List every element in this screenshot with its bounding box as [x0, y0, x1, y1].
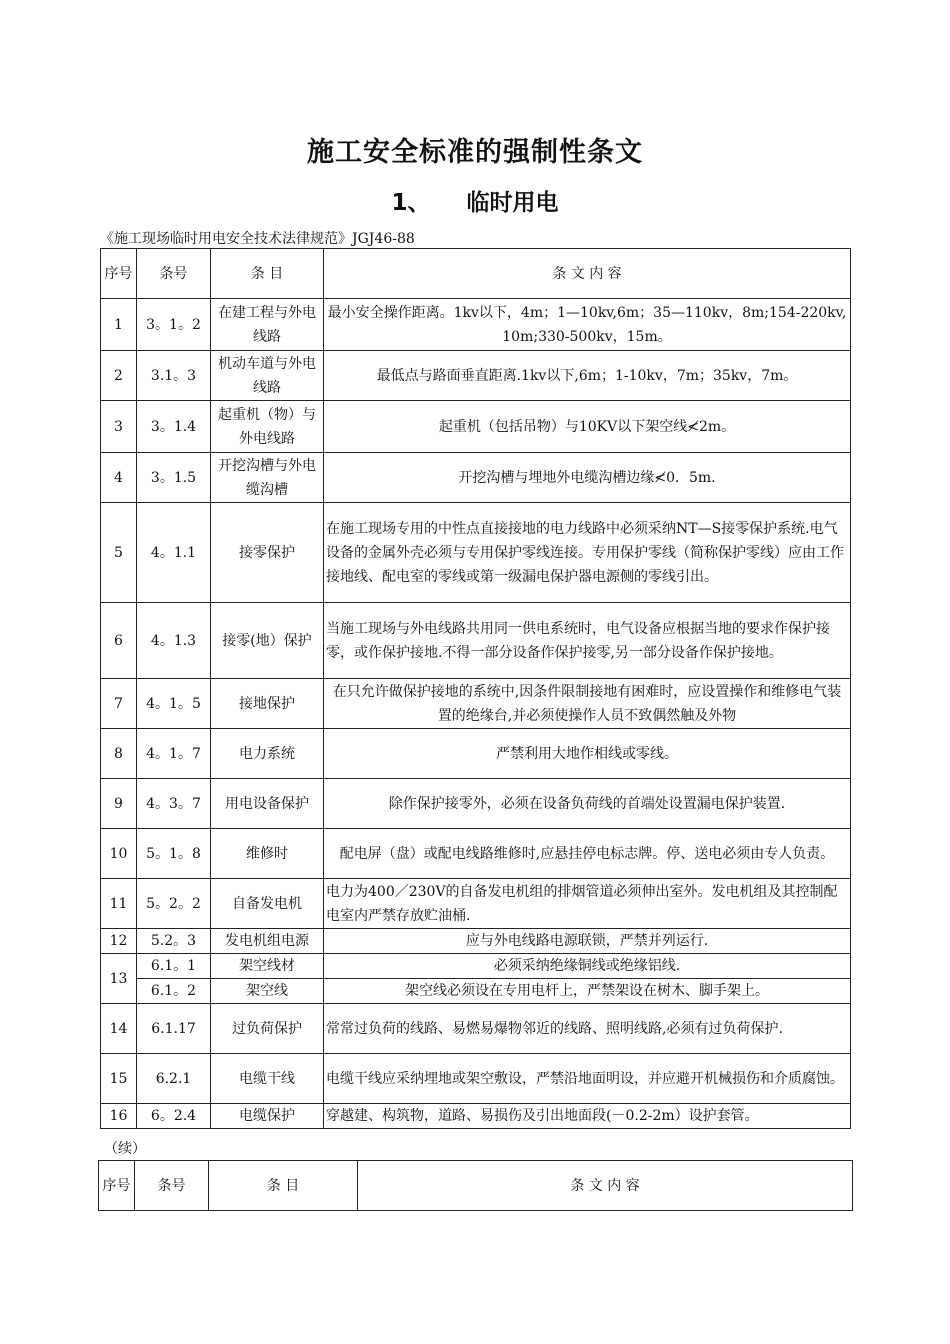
row-content: 严禁利用大地作相线或零线。: [324, 729, 851, 779]
row-content: 电力为400／230V的自备发电机组的排烟管道必须伸出室外。发电机组及其控制配电室内严禁存放贮油桶.: [324, 879, 851, 929]
row-seq: 11: [101, 879, 137, 929]
row-item: 自备发电机: [211, 879, 324, 929]
row-clause-no: 3。1。2: [137, 299, 211, 351]
table-row: [101, 453, 851, 503]
header-clause-no: 条号: [135, 1161, 209, 1211]
row-seq: 3: [101, 401, 137, 453]
row-seq: 16: [101, 1104, 137, 1129]
table-row: [101, 879, 851, 929]
row-item: 机动车道与外电线路: [211, 351, 324, 401]
table-header-row: [99, 1161, 853, 1211]
row-seq: 9: [101, 779, 137, 829]
row-item: 开挖沟槽与外电缆沟槽: [211, 453, 324, 503]
table-row: [101, 779, 851, 829]
header-content: 条 文 内 容: [358, 1161, 853, 1211]
row-item: 电缆干线: [211, 1054, 324, 1104]
row-content: 必须采纳绝缘铜线或绝缘铝线.: [324, 954, 851, 979]
row-content: 在只允许做保护接地的系统中,因条件限制接地有困难时，应设置操作和维修电气装置的绝缘台,并必须使操作人员不致偶然触及外物: [324, 679, 851, 729]
row-item: 起重机（物）与外电线路: [211, 401, 324, 453]
row-clause-no: 6.1.17: [137, 1004, 211, 1054]
row-clause-no: 4。1。7: [137, 729, 211, 779]
row-content: 架空线必须设在专用电杆上，严禁架设在树木、脚手架上。: [324, 979, 851, 1004]
row-clause-no: 3.1。3: [137, 351, 211, 401]
row-seq: 5: [101, 503, 137, 603]
row-seq: 8: [101, 729, 137, 779]
header-seq: 序号: [99, 1161, 135, 1211]
row-item: 电缆保护: [211, 1104, 324, 1129]
row-seq: 15: [101, 1054, 137, 1104]
row-content: 常常过负荷的线路、易燃易爆物邻近的线路、照明线路,必须有过负荷保护.: [324, 1004, 851, 1054]
row-content: 除作保护接零外，必须在设备负荷线的首端处设置漏电保护装置.: [324, 779, 851, 829]
table-row: [101, 954, 851, 979]
row-clause-no: 6.1。2: [137, 979, 211, 1004]
row-item: 发电机组电源: [211, 929, 324, 954]
row-item: 接地保护: [211, 679, 324, 729]
table-row: [101, 603, 851, 679]
header-clause-no: 条号: [137, 249, 211, 299]
row-item: 接零(地）保护: [211, 603, 324, 679]
row-content: 配电屏（盘）或配电线路维修时,应悬挂停电标志牌。停、送电必须由专人负责。: [324, 829, 851, 879]
table-row: [101, 401, 851, 453]
row-seq: 12: [101, 929, 137, 954]
section-title: 临时用电: [466, 190, 559, 216]
table-row: [101, 503, 851, 603]
page-title: 施工安全标准的强制性条文: [307, 137, 643, 168]
row-clause-no: 3。1.4: [137, 401, 211, 453]
row-clause-no: 4。1.1: [137, 503, 211, 603]
table-row: [101, 351, 851, 401]
row-clause-no: 3。1.5: [137, 453, 211, 503]
row-content: 当施工现场与外电线路共用同一供电系统时，电气设备应根据当地的要求作保护接零，或作保护接地.不得一部分设备作保护接零,另一部分设备作保护接地。: [324, 603, 851, 679]
row-content: 开挖沟槽与埋地外电缆沟槽边缘≮0．5m.: [324, 453, 851, 503]
row-clause-no: 6。2.4: [137, 1104, 211, 1129]
header-seq: 序号: [101, 249, 137, 299]
table-header-row: [101, 249, 851, 299]
table-row: [101, 1054, 851, 1104]
row-item: 过负荷保护: [211, 1004, 324, 1054]
row-item: 接零保护: [211, 503, 324, 603]
source-reference: 《施工现场临时用电安全技术法律规范》JGJ46-88: [100, 231, 415, 247]
row-seq: 6: [101, 603, 137, 679]
row-clause-no: 5。1。8: [137, 829, 211, 879]
row-seq: 4: [101, 453, 137, 503]
row-seq: 1: [101, 299, 137, 351]
row-seq: 2: [101, 351, 137, 401]
header-item: 条 目: [209, 1161, 358, 1211]
row-clause-no: 4。1.3: [137, 603, 211, 679]
row-clause-no: 6.2.1: [137, 1054, 211, 1104]
table-row: [101, 299, 851, 351]
table-row: [101, 829, 851, 879]
table-row: [101, 1104, 851, 1129]
header-item: 条 目: [211, 249, 324, 299]
table-row: [101, 929, 851, 954]
row-content: 应与外电线路电源联锁，严禁并列运行.: [324, 929, 851, 954]
row-clause-no: 4。1。5: [137, 679, 211, 729]
clause-table: [100, 248, 851, 1129]
row-content: 最低点与路面垂直距离.1kv以下,6m；1-10kv，7m；35kv，7m。: [324, 351, 851, 401]
row-seq: 13: [101, 954, 137, 1004]
table-row: [101, 729, 851, 779]
table-row: [101, 679, 851, 729]
row-content: 最小安全操作距离。1kv以下，4m；1—10kv,6m；35—110kv，8m;154-220kv,10m;330-500kv，15m。: [324, 299, 851, 351]
row-clause-no: 5.2。3: [137, 929, 211, 954]
row-item: 架空线: [211, 979, 324, 1004]
row-clause-no: 4。3。7: [137, 779, 211, 829]
row-content: 电缆干线应采纳埋地或架空敷设，严禁沿地面明设，并应避开机械损伤和介质腐蚀。: [324, 1054, 851, 1104]
table-row: [101, 1004, 851, 1054]
row-item: 架空线材: [211, 954, 324, 979]
table-row: [101, 979, 851, 1004]
row-content: 穿越建、构筑物，道路、易损伤及引出地面段(－0.2-2m）设护套管。: [324, 1104, 851, 1129]
row-content: 起重机（包括吊物）与10KV以下架空线≮2m。: [324, 401, 851, 453]
row-seq: 10: [101, 829, 137, 879]
row-item: 维修时: [211, 829, 324, 879]
row-seq: 14: [101, 1004, 137, 1054]
row-content: 在施工现场专用的中性点直接接地的电力线路中必须采纳NT—S接零保护系统.电气设备的金属外壳必须与专用保护零线连接。专用保护零线（简称保护零线）应由工作接地线、配电室的零线或第一级漏电保护器电源侧的零线引出。: [324, 503, 851, 603]
row-clause-no: 5。2。2: [137, 879, 211, 929]
row-item: 在建工程与外电线路: [211, 299, 324, 351]
section-number: 1、: [391, 190, 431, 216]
header-content: 条 文 内 容: [324, 249, 851, 299]
row-item: 用电设备保护: [211, 779, 324, 829]
row-clause-no: 6.1。1: [137, 954, 211, 979]
row-item: 电力系统: [211, 729, 324, 779]
continued-label: （续）: [104, 1141, 146, 1157]
section-heading: [0, 184, 950, 217]
continued-table-header: [98, 1160, 853, 1211]
row-seq: 7: [101, 679, 137, 729]
